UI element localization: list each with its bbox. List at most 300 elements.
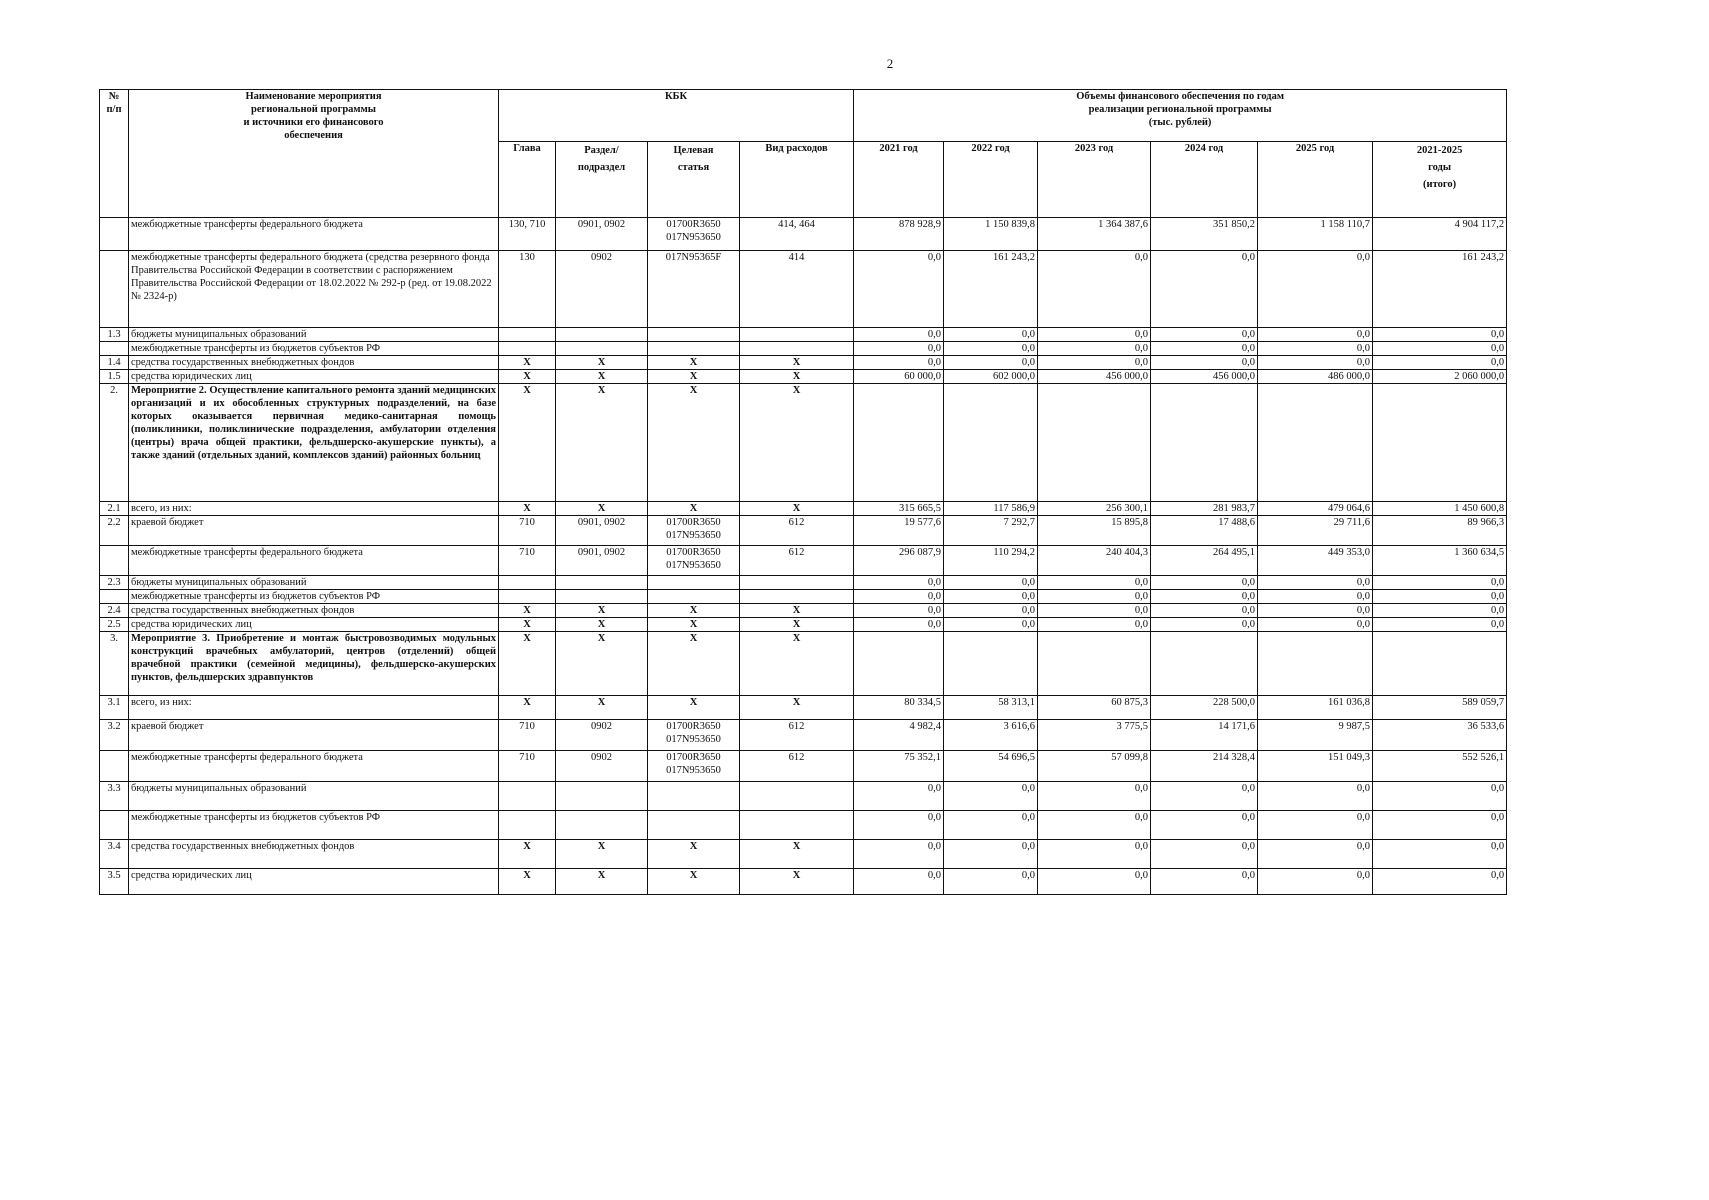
value-2024: 456 000,0 xyxy=(1151,370,1258,384)
value-2021: 296 087,9 xyxy=(854,546,944,576)
kbk-vid: 414, 464 xyxy=(740,218,854,251)
value-2022: 7 292,7 xyxy=(944,516,1038,546)
value-2021: 0,0 xyxy=(854,251,944,328)
table-row xyxy=(100,590,1507,604)
value-total: 36 533,6 xyxy=(1373,720,1507,751)
value-total xyxy=(1373,384,1507,502)
value-2024: 0,0 xyxy=(1151,618,1258,632)
value-2021: 0,0 xyxy=(854,811,944,840)
value-2025: 0,0 xyxy=(1258,328,1373,342)
kbk-vid: X xyxy=(740,370,854,384)
value-2025: 0,0 xyxy=(1258,590,1373,604)
kbk-glava xyxy=(499,811,556,840)
kbk-glava: X xyxy=(499,840,556,869)
kbk-razdel: 0902 xyxy=(556,720,648,751)
table-row xyxy=(100,751,1507,782)
kbk-vid: X xyxy=(740,869,854,895)
value-2025: 479 064,6 xyxy=(1258,502,1373,516)
row-number: 3.5 xyxy=(100,869,129,895)
value-2021: 0,0 xyxy=(854,869,944,895)
value-2022 xyxy=(944,632,1038,696)
value-2021: 80 334,5 xyxy=(854,696,944,720)
row-number: 2.1 xyxy=(100,502,129,516)
kbk-vid: X xyxy=(740,502,854,516)
kbk-razdel: X xyxy=(556,604,648,618)
row-number xyxy=(100,751,129,782)
value-total: 0,0 xyxy=(1373,840,1507,869)
kbk-celevaya xyxy=(648,342,740,356)
table-row xyxy=(100,696,1507,720)
kbk-celevaya: X xyxy=(648,840,740,869)
row-name: краевой бюджет xyxy=(129,516,499,546)
kbk-razdel: X xyxy=(556,632,648,696)
value-total: 0,0 xyxy=(1373,782,1507,811)
kbk-vid xyxy=(740,590,854,604)
value-2021: 0,0 xyxy=(854,328,944,342)
kbk-glava: 710 xyxy=(499,546,556,576)
value-2021: 19 577,6 xyxy=(854,516,944,546)
kbk-vid xyxy=(740,811,854,840)
financing-table xyxy=(99,89,1507,895)
kbk-glava: X xyxy=(499,356,556,370)
kbk-razdel xyxy=(556,342,648,356)
kbk-vid: X xyxy=(740,604,854,618)
kbk-glava: X xyxy=(499,696,556,720)
row-number xyxy=(100,811,129,840)
table-row xyxy=(100,356,1507,370)
kbk-razdel: X xyxy=(556,869,648,895)
kbk-vid: 414 xyxy=(740,251,854,328)
table-row xyxy=(100,720,1507,751)
kbk-glava: X xyxy=(499,869,556,895)
header-razdel: Раздел/ подраздел xyxy=(556,142,648,218)
value-2025: 0,0 xyxy=(1258,869,1373,895)
kbk-glava xyxy=(499,576,556,590)
row-number xyxy=(100,546,129,576)
header-2025: 2025 год xyxy=(1258,142,1373,218)
row-name: Мероприятие 2. Осуществление капитального ремонта зданий медицинских организаций и их обособленных структурных подразделений, на базе которых оказывается первичная медико-санитарная помощь (поликлиники, поликлинические подразделения, амбулатории отделения (центры) врача общей практики, фельдшерско-акушерские пункты), а также зданий (отдельных зданий, комплексов зданий) районных больниц xyxy=(129,384,499,502)
kbk-razdel xyxy=(556,328,648,342)
value-2022: 161 243,2 xyxy=(944,251,1038,328)
table-row xyxy=(100,632,1507,696)
kbk-razdel: 0902 xyxy=(556,251,648,328)
kbk-razdel: 0902 xyxy=(556,751,648,782)
kbk-celevaya: 01700R3650 017N953650 xyxy=(648,218,740,251)
value-total: 1 360 634,5 xyxy=(1373,546,1507,576)
value-2024: 0,0 xyxy=(1151,782,1258,811)
kbk-celevaya: X xyxy=(648,370,740,384)
table-row xyxy=(100,516,1507,546)
value-2021: 0,0 xyxy=(854,590,944,604)
header-celevaya: Целевая статья xyxy=(648,142,740,218)
kbk-glava xyxy=(499,342,556,356)
kbk-celevaya: X xyxy=(648,618,740,632)
value-2023: 15 895,8 xyxy=(1038,516,1151,546)
kbk-celevaya: X xyxy=(648,696,740,720)
row-number: 1.3 xyxy=(100,328,129,342)
kbk-glava xyxy=(499,782,556,811)
header-glava: Глава xyxy=(499,142,556,218)
kbk-vid: 612 xyxy=(740,720,854,751)
kbk-celevaya: X xyxy=(648,869,740,895)
value-total: 0,0 xyxy=(1373,576,1507,590)
row-number: 2.5 xyxy=(100,618,129,632)
kbk-vid xyxy=(740,782,854,811)
kbk-glava: X xyxy=(499,618,556,632)
row-name: бюджеты муниципальных образований xyxy=(129,782,499,811)
row-name: всего, из них: xyxy=(129,502,499,516)
kbk-vid: 612 xyxy=(740,751,854,782)
table-row xyxy=(100,546,1507,576)
kbk-vid: X xyxy=(740,696,854,720)
kbk-celevaya xyxy=(648,328,740,342)
value-2021 xyxy=(854,632,944,696)
value-2024: 0,0 xyxy=(1151,811,1258,840)
value-2025: 0,0 xyxy=(1258,251,1373,328)
value-2025: 0,0 xyxy=(1258,604,1373,618)
value-total: 4 904 117,2 xyxy=(1373,218,1507,251)
kbk-glava: 710 xyxy=(499,720,556,751)
value-2023: 0,0 xyxy=(1038,811,1151,840)
kbk-celevaya xyxy=(648,576,740,590)
row-name: средства государственных внебюджетных фондов xyxy=(129,604,499,618)
value-2023: 0,0 xyxy=(1038,604,1151,618)
kbk-celevaya: 01700R3650 017N953650 xyxy=(648,720,740,751)
value-2025: 0,0 xyxy=(1258,840,1373,869)
value-2023: 256 300,1 xyxy=(1038,502,1151,516)
row-number xyxy=(100,590,129,604)
value-2024: 0,0 xyxy=(1151,356,1258,370)
header-name: Наименование мероприятия региональной программы и источники его финансового обеспечения xyxy=(129,90,499,218)
value-total xyxy=(1373,632,1507,696)
kbk-vid: 612 xyxy=(740,546,854,576)
value-total: 161 243,2 xyxy=(1373,251,1507,328)
value-2024: 0,0 xyxy=(1151,590,1258,604)
value-2022: 1 150 839,8 xyxy=(944,218,1038,251)
header-num: № п/п xyxy=(100,90,129,218)
value-2021: 0,0 xyxy=(854,342,944,356)
value-2022: 0,0 xyxy=(944,618,1038,632)
table-row xyxy=(100,811,1507,840)
value-2022: 0,0 xyxy=(944,782,1038,811)
value-total: 0,0 xyxy=(1373,869,1507,895)
value-2023 xyxy=(1038,632,1151,696)
value-2022: 117 586,9 xyxy=(944,502,1038,516)
value-total: 89 966,3 xyxy=(1373,516,1507,546)
kbk-razdel: X xyxy=(556,696,648,720)
value-2022: 58 313,1 xyxy=(944,696,1038,720)
kbk-celevaya xyxy=(648,811,740,840)
kbk-celevaya: 017N95365F xyxy=(648,251,740,328)
row-name: межбюджетные трансферты федерального бюджета xyxy=(129,546,499,576)
kbk-glava: 710 xyxy=(499,751,556,782)
value-2022: 0,0 xyxy=(944,328,1038,342)
kbk-razdel xyxy=(556,811,648,840)
row-number xyxy=(100,251,129,328)
value-2021 xyxy=(854,384,944,502)
row-number xyxy=(100,218,129,251)
header-2024: 2024 год xyxy=(1151,142,1258,218)
kbk-glava: 710 xyxy=(499,516,556,546)
row-number: 2.2 xyxy=(100,516,129,546)
value-2025: 9 987,5 xyxy=(1258,720,1373,751)
value-2022: 3 616,6 xyxy=(944,720,1038,751)
kbk-razdel: 0901, 0902 xyxy=(556,516,648,546)
table-row xyxy=(100,218,1507,251)
row-name: межбюджетные трансферты из бюджетов субъектов РФ xyxy=(129,590,499,604)
kbk-glava xyxy=(499,590,556,604)
table-row xyxy=(100,604,1507,618)
kbk-glava: X xyxy=(499,370,556,384)
value-2024: 0,0 xyxy=(1151,576,1258,590)
value-2023: 1 364 387,6 xyxy=(1038,218,1151,251)
value-2024: 228 500,0 xyxy=(1151,696,1258,720)
value-2024: 264 495,1 xyxy=(1151,546,1258,576)
value-2022: 0,0 xyxy=(944,356,1038,370)
row-name: Мероприятие 3. Приобретение и монтаж быстровозводимых модульных конструкций врачебных амбулаторий, центров (отделений) общей врачебной практики (семейной медицины), фельдшерско-акушерских пунктов, фельдшерских здравпунктов xyxy=(129,632,499,696)
value-2021: 0,0 xyxy=(854,576,944,590)
row-name: бюджеты муниципальных образований xyxy=(129,576,499,590)
kbk-glava: X xyxy=(499,604,556,618)
value-total: 2 060 000,0 xyxy=(1373,370,1507,384)
value-2022: 0,0 xyxy=(944,576,1038,590)
kbk-celevaya: X xyxy=(648,632,740,696)
value-2023: 0,0 xyxy=(1038,618,1151,632)
value-2022: 602 000,0 xyxy=(944,370,1038,384)
kbk-celevaya xyxy=(648,782,740,811)
kbk-vid: X xyxy=(740,356,854,370)
kbk-razdel xyxy=(556,590,648,604)
kbk-vid: 612 xyxy=(740,516,854,546)
value-total: 0,0 xyxy=(1373,590,1507,604)
row-number: 3. xyxy=(100,632,129,696)
value-total: 0,0 xyxy=(1373,811,1507,840)
row-name: межбюджетные трансферты из бюджетов субъектов РФ xyxy=(129,811,499,840)
value-2023: 0,0 xyxy=(1038,356,1151,370)
value-2025 xyxy=(1258,632,1373,696)
row-number xyxy=(100,342,129,356)
row-name: средства государственных внебюджетных фондов xyxy=(129,840,499,869)
value-total: 0,0 xyxy=(1373,604,1507,618)
value-total: 0,0 xyxy=(1373,356,1507,370)
value-2024 xyxy=(1151,632,1258,696)
kbk-celevaya: X xyxy=(648,502,740,516)
header-vid: Вид расходов xyxy=(740,142,854,218)
value-2024: 14 171,6 xyxy=(1151,720,1258,751)
kbk-razdel: X xyxy=(556,840,648,869)
kbk-razdel: X xyxy=(556,384,648,502)
row-name: межбюджетные трансферты федерального бюджета xyxy=(129,218,499,251)
value-2023: 0,0 xyxy=(1038,328,1151,342)
value-2021: 60 000,0 xyxy=(854,370,944,384)
value-2023: 456 000,0 xyxy=(1038,370,1151,384)
table-row xyxy=(100,782,1507,811)
row-number: 1.4 xyxy=(100,356,129,370)
value-2024: 0,0 xyxy=(1151,251,1258,328)
value-2024: 0,0 xyxy=(1151,328,1258,342)
kbk-glava: X xyxy=(499,384,556,502)
value-2024: 281 983,7 xyxy=(1151,502,1258,516)
value-2024: 0,0 xyxy=(1151,342,1258,356)
value-2025: 0,0 xyxy=(1258,782,1373,811)
kbk-celevaya xyxy=(648,590,740,604)
value-2025: 0,0 xyxy=(1258,356,1373,370)
table-row xyxy=(100,869,1507,895)
value-2025: 1 158 110,7 xyxy=(1258,218,1373,251)
value-2025: 449 353,0 xyxy=(1258,546,1373,576)
value-2023: 0,0 xyxy=(1038,576,1151,590)
value-2024: 0,0 xyxy=(1151,869,1258,895)
table-row xyxy=(100,251,1507,328)
kbk-vid: X xyxy=(740,384,854,502)
row-name: межбюджетные трансферты из бюджетов субъектов РФ xyxy=(129,342,499,356)
header-2021: 2021 год xyxy=(854,142,944,218)
table-row xyxy=(100,370,1507,384)
value-2021: 0,0 xyxy=(854,604,944,618)
value-2021: 75 352,1 xyxy=(854,751,944,782)
value-2023: 0,0 xyxy=(1038,251,1151,328)
value-2022: 0,0 xyxy=(944,869,1038,895)
value-total: 0,0 xyxy=(1373,328,1507,342)
value-2022: 0,0 xyxy=(944,840,1038,869)
kbk-razdel xyxy=(556,782,648,811)
row-number: 3.1 xyxy=(100,696,129,720)
value-2021: 4 982,4 xyxy=(854,720,944,751)
table-body xyxy=(100,218,1507,895)
table-row xyxy=(100,576,1507,590)
kbk-razdel: X xyxy=(556,370,648,384)
value-2022 xyxy=(944,384,1038,502)
kbk-razdel: X xyxy=(556,356,648,370)
value-2025: 0,0 xyxy=(1258,576,1373,590)
table-row xyxy=(100,840,1507,869)
row-name: всего, из них: xyxy=(129,696,499,720)
value-total: 0,0 xyxy=(1373,618,1507,632)
value-2025: 29 711,6 xyxy=(1258,516,1373,546)
value-2022: 54 696,5 xyxy=(944,751,1038,782)
value-2025: 486 000,0 xyxy=(1258,370,1373,384)
value-2023: 57 099,8 xyxy=(1038,751,1151,782)
header-kbk: КБК xyxy=(499,90,854,142)
value-2021: 0,0 xyxy=(854,356,944,370)
row-name: средства юридических лиц xyxy=(129,869,499,895)
table-row xyxy=(100,502,1507,516)
kbk-vid: X xyxy=(740,632,854,696)
value-2022: 110 294,2 xyxy=(944,546,1038,576)
row-name: бюджеты муниципальных образований xyxy=(129,328,499,342)
value-2025: 0,0 xyxy=(1258,342,1373,356)
kbk-celevaya: 01700R3650 017N953650 xyxy=(648,546,740,576)
row-number: 3.4 xyxy=(100,840,129,869)
value-2021: 878 928,9 xyxy=(854,218,944,251)
row-name: межбюджетные трансферты федерального бюджета (средства резервного фонда Правительства Российской Федерации в соответствии с распоряжением Правительства Российской Федерации от 18.02.2022 № 292-р (ред. от 19.08.2022 № 2324-р) xyxy=(129,251,499,328)
value-2024: 351 850,2 xyxy=(1151,218,1258,251)
value-2025: 0,0 xyxy=(1258,811,1373,840)
kbk-celevaya: 01700R3650 017N953650 xyxy=(648,516,740,546)
value-2023: 240 404,3 xyxy=(1038,546,1151,576)
kbk-vid: X xyxy=(740,618,854,632)
value-2021: 0,0 xyxy=(854,840,944,869)
kbk-razdel: X xyxy=(556,502,648,516)
value-2023: 3 775,5 xyxy=(1038,720,1151,751)
kbk-razdel xyxy=(556,576,648,590)
value-2023: 0,0 xyxy=(1038,590,1151,604)
kbk-vid xyxy=(740,576,854,590)
row-name: межбюджетные трансферты федерального бюджета xyxy=(129,751,499,782)
row-number: 1.5 xyxy=(100,370,129,384)
table-row xyxy=(100,342,1507,356)
kbk-glava: 130 xyxy=(499,251,556,328)
row-name: средства юридических лиц xyxy=(129,618,499,632)
kbk-celevaya: X xyxy=(648,356,740,370)
value-2021: 315 665,5 xyxy=(854,502,944,516)
value-2022: 0,0 xyxy=(944,342,1038,356)
header-2022: 2022 год xyxy=(944,142,1038,218)
row-name: краевой бюджет xyxy=(129,720,499,751)
row-number: 2.3 xyxy=(100,576,129,590)
value-2024 xyxy=(1151,384,1258,502)
kbk-razdel: 0901, 0902 xyxy=(556,546,648,576)
kbk-glava xyxy=(499,328,556,342)
value-2023: 0,0 xyxy=(1038,342,1151,356)
value-2022: 0,0 xyxy=(944,604,1038,618)
page-number: 2 xyxy=(886,56,894,71)
header-volumes: Объемы финансового обеспечения по годам реализации региональной программы (тыс. рублей) xyxy=(854,90,1507,142)
row-number: 2.4 xyxy=(100,604,129,618)
value-2021: 0,0 xyxy=(854,618,944,632)
table-row xyxy=(100,384,1507,502)
row-number: 2. xyxy=(100,384,129,502)
value-2024: 214 328,4 xyxy=(1151,751,1258,782)
kbk-razdel: 0901, 0902 xyxy=(556,218,648,251)
value-2023 xyxy=(1038,384,1151,502)
kbk-celevaya: 01700R3650 017N953650 xyxy=(648,751,740,782)
table-row xyxy=(100,618,1507,632)
row-number: 3.3 xyxy=(100,782,129,811)
table-header xyxy=(100,90,1507,218)
value-2024: 0,0 xyxy=(1151,840,1258,869)
value-2024: 17 488,6 xyxy=(1151,516,1258,546)
value-2023: 60 875,3 xyxy=(1038,696,1151,720)
value-2024: 0,0 xyxy=(1151,604,1258,618)
kbk-vid: X xyxy=(740,840,854,869)
kbk-glava: X xyxy=(499,502,556,516)
value-2025: 161 036,8 xyxy=(1258,696,1373,720)
value-2021: 0,0 xyxy=(854,782,944,811)
value-2022: 0,0 xyxy=(944,811,1038,840)
value-2025: 0,0 xyxy=(1258,618,1373,632)
header-2023: 2023 год xyxy=(1038,142,1151,218)
row-name: средства юридических лиц xyxy=(129,370,499,384)
header-total: 2021-2025 годы (итого) xyxy=(1373,142,1507,218)
kbk-celevaya: X xyxy=(648,384,740,502)
kbk-glava: X xyxy=(499,632,556,696)
kbk-vid xyxy=(740,328,854,342)
value-total: 0,0 xyxy=(1373,342,1507,356)
kbk-razdel: X xyxy=(556,618,648,632)
value-2025 xyxy=(1258,384,1373,502)
row-number: 3.2 xyxy=(100,720,129,751)
value-2022: 0,0 xyxy=(944,590,1038,604)
kbk-vid xyxy=(740,342,854,356)
value-total: 589 059,7 xyxy=(1373,696,1507,720)
value-2025: 151 049,3 xyxy=(1258,751,1373,782)
table-row xyxy=(100,328,1507,342)
value-2023: 0,0 xyxy=(1038,782,1151,811)
value-total: 552 526,1 xyxy=(1373,751,1507,782)
kbk-glava: 130, 710 xyxy=(499,218,556,251)
row-name: средства государственных внебюджетных фондов xyxy=(129,356,499,370)
